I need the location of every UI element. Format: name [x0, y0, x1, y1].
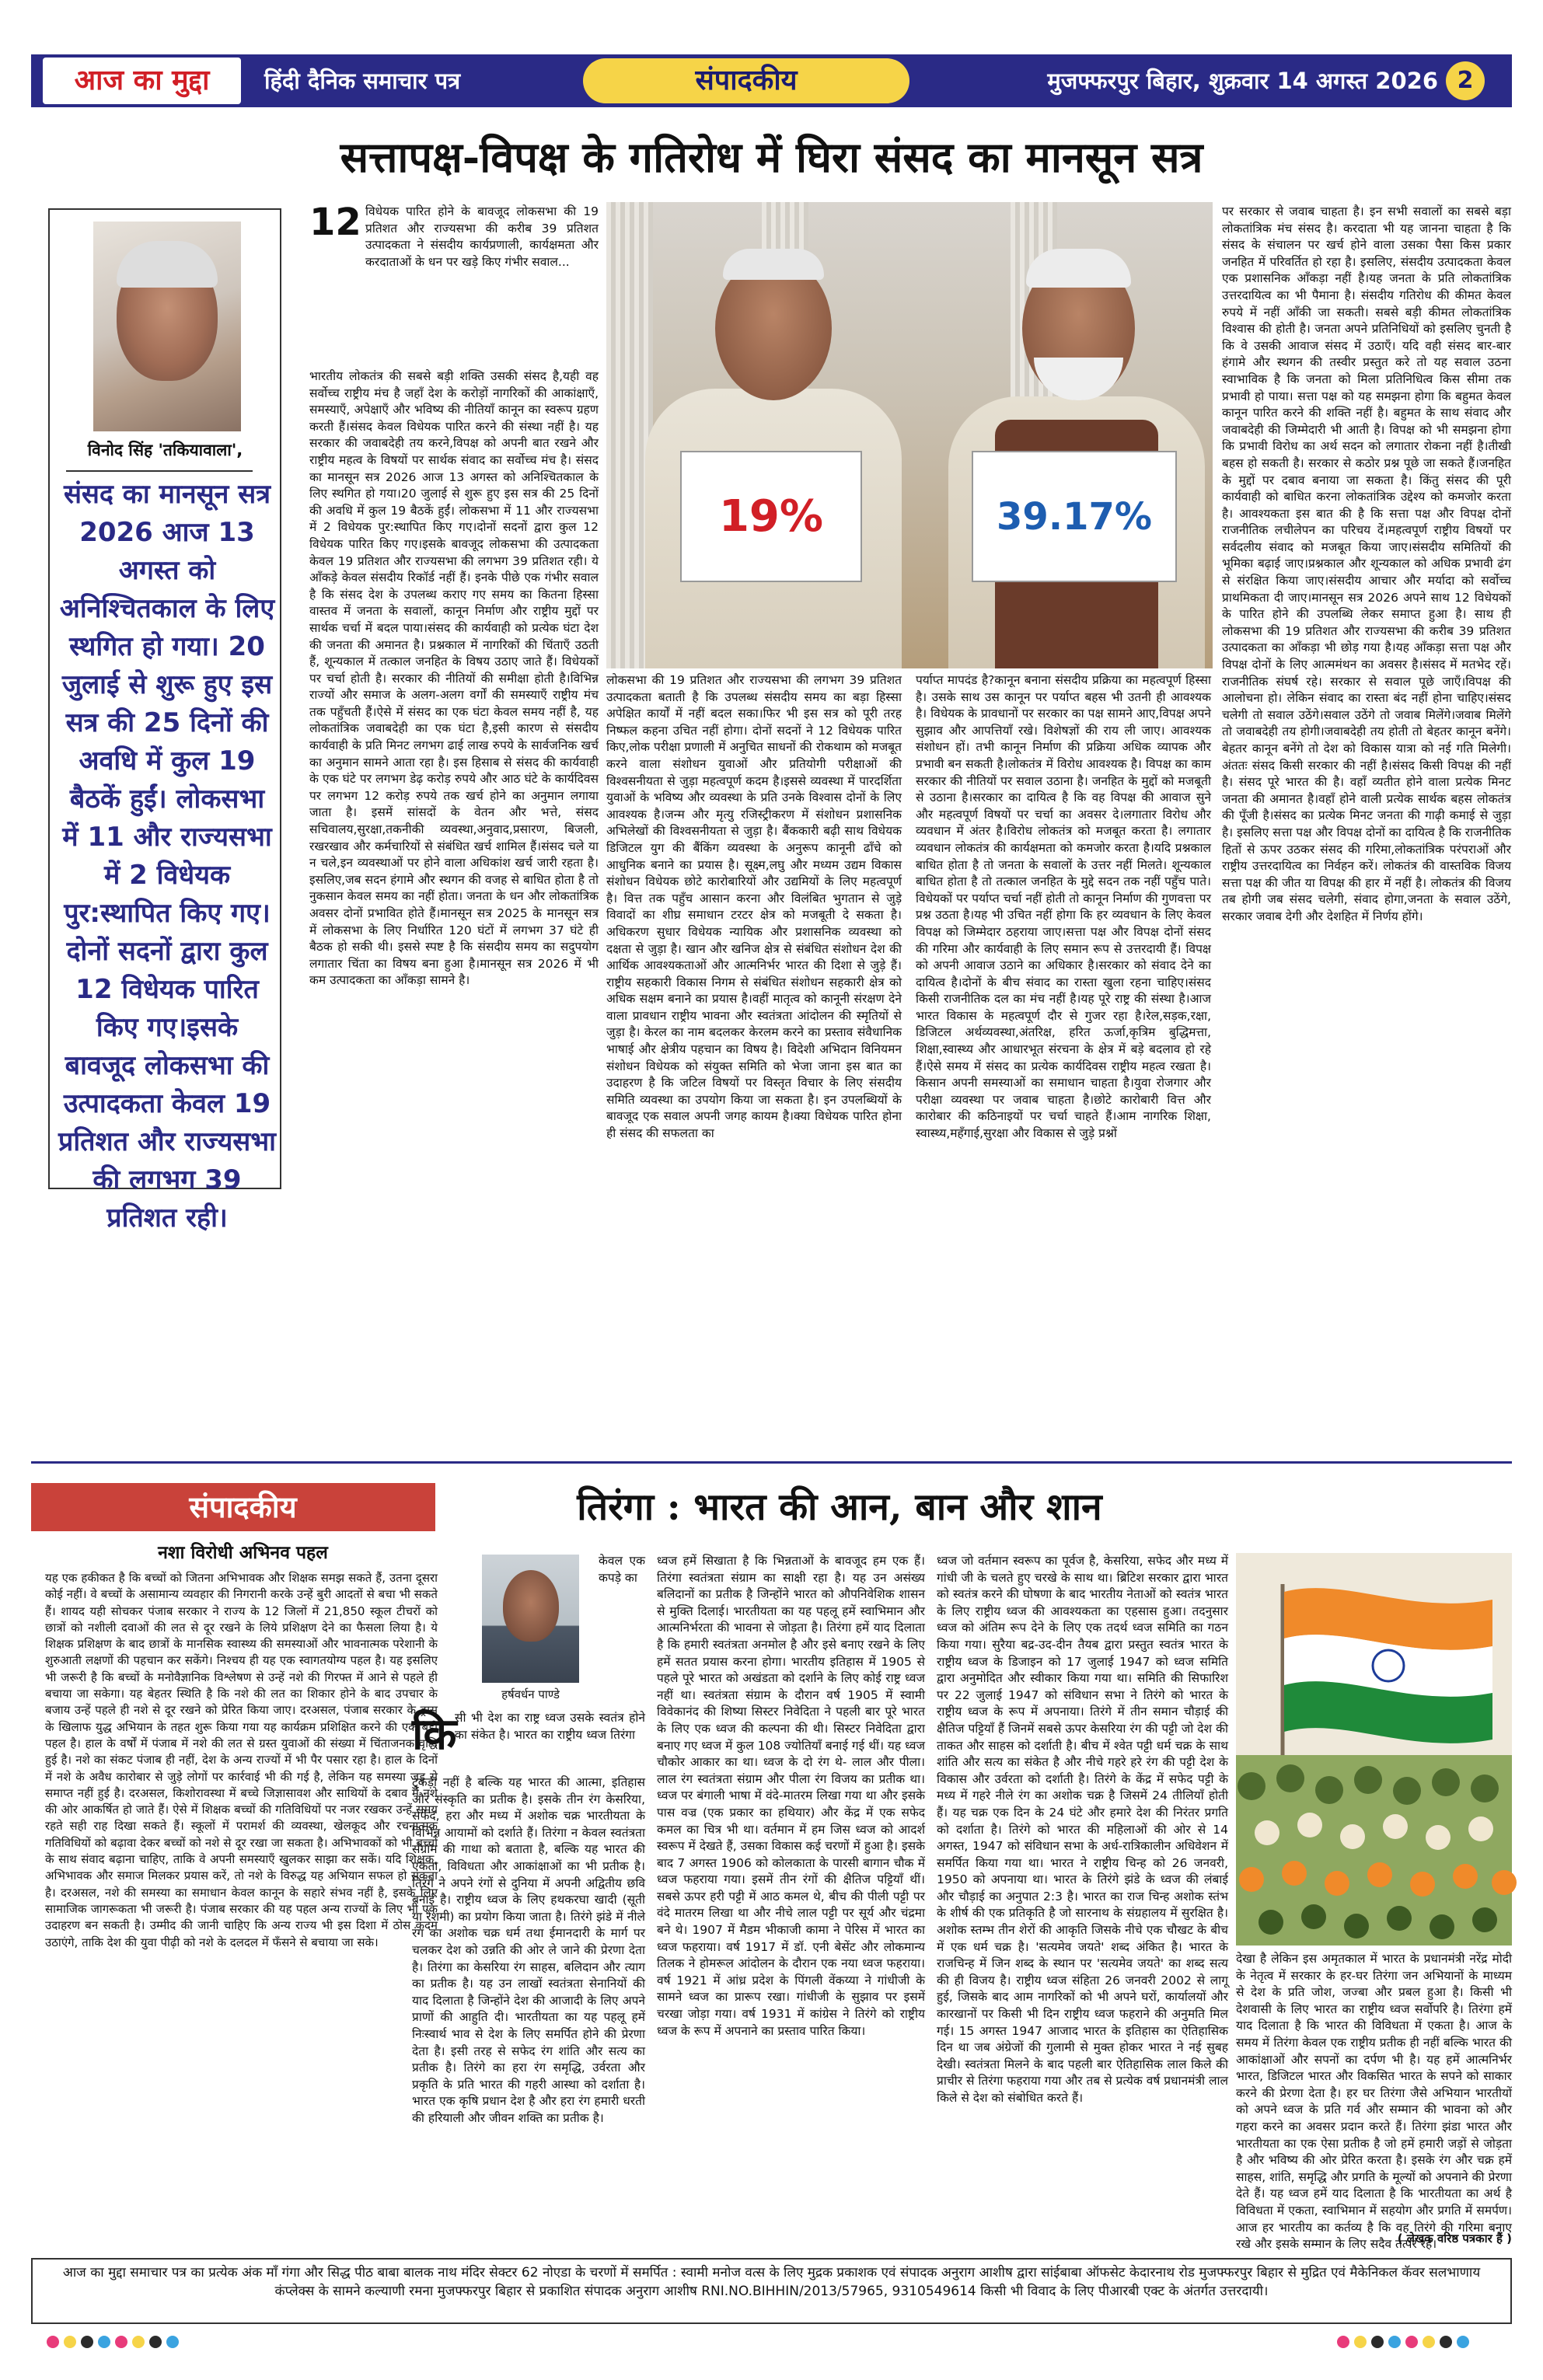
registration-dot — [132, 2336, 145, 2348]
editorial-body: यह एक हकीकत है कि बच्चों को जितना अभिभावक और शिक्षक समझ सकते हैं, उतना दूसरा कोई नहीं। वे बच्चों के असामान्य व्यवहार की निगरानी करके उन्हें बुरी आदतों से बचा भी सकते हैं। शायद यही सोचकर पंजाब सरकार ने राज्य के 12 जिलों में 21,850 स्कूल टीचरों को छात्रों को नशीली दवाओं की लत से दूर रखने के लिये प्रशिक्षण देने का फैसला लिया है। ये शिक्षक प्रशिक्षण के बाद छात्रों के मानसिक स्वास्थ्य की समस्याओं और भावनात्मक परेशानी के शुरुआती लक्षणों की पहचान कर सकेंगे। निश्चय ही यह एक स्वागतयोग्य पहल है। यह इसलिए भी जरूरी है कि बच्चों के मनोवैज्ञानिक विश्लेषण से उन्हें नशे की गिरफ्त में आने से पहले ही बचाया जा सकेगा। यह बेहतर स्थिति है कि नशे की लत का शिकार होने के बाद उपचार के बजाय उन्हें पहले ही नशे से दूर रखने को प्रेरित किया जाए। दरअसल, पंजाब सरकार के ड्रग्स के खिलाफ युद्ध अभियान के तहत शुरू किया गया यह कार्यक्रम प्रशिक्षित करने की एक बड़ी पहल है। हाल के वर्षों में पंजाब में नशे की लत से ग्रस्त युवाओं की संख्या में चिंताजनक वृद्धि हुई है। नशे का संकट पंजाब ही नहीं, देश के अन्य राज्यों में भी पैर पसार रहा है। हाल के दिनों में नशे के अवैध कारोबार से जुड़े लोगों पर कार्रवाई भी की गई है, लेकिन यह समस्या जड़ से समाप्त नहीं हुई है। दरअसल, किशोरावस्था में बच्चे जिज्ञासावश और साथियों के दबाव में नशे की ओर आकर्षित हो जाते हैं। ऐसे में शिक्षक बच्चों की गतिविधियों पर नजर रखकर उन्हें समय रहते सही राह दिखा सकते हैं। स्कूलों में परामर्श की व्यवस्था, खेलकूद और रचनात्मक गतिविधियों को बढ़ावा देकर बच्चों को नशे से दूर रखा जा सकता है। अभिभावकों को भी बच्चों के साथ संवाद बढ़ाना चाहिए, ताकि वे अपनी समस्याएँ खुलकर साझा कर सकें। यदि शिक्षक, अभिभावक और समाज मिलकर प्रयास करें, तो नशे के विरुद्ध यह अभियान सफल हो सकता है। दरअसल, नशे की समस्या का समाधान केवल कानून के सहारे संभव नहीं है, इसके लिए सामाजिक जागरूकता भी जरूरी है। पंजाब सरकार की यह पहल अन्य राज्यों के लिए भी एक उदाहरण बन सकती है। उम्मीद की जानी चाहिए कि अन्य राज्य भी इस दिशा में ठोस कदम उठाएंगे, ताकि देश की युवा पीढ़ी को नशे के दलदल में फँसने से बचाया जा सके। — [45, 1571, 438, 1949]
tiranga-author-name: हर्षवर्धन पाण्डे — [501, 1687, 560, 1701]
registration-dot — [1371, 2336, 1384, 2348]
section-name: संपादकीय — [583, 58, 909, 103]
author-byline: विनोद सिंह 'तकियावाला', — [87, 441, 243, 459]
tiranga-intro: सी भी देश का राष्ट्र ध्वज उसके स्वतंत्र होने का संकेत है। भारत का राष्ट्रीय ध्वज तिरंगा — [455, 1711, 645, 1742]
tiranga-headline[interactable]: तिरंगा : भारत की आन, बान और शान — [577, 1485, 1102, 1529]
editorial-banner-strip — [31, 1483, 51, 1531]
registration-dot — [1457, 2336, 1469, 2348]
registration-dot — [1423, 2336, 1435, 2348]
registration-dot — [47, 2336, 59, 2348]
article-column-3: पर्याप्त मापदंड है?कानून बनाना संसदीय प्रक्रिया का महत्वपूर्ण हिस्सा है। उसके साथ उस कानून पर पर्याप्त बहस भी उतनी ही आवश्यक है। विधेयक के प्रावधानों पर सरकार का पक्ष सामने आए,विपक्ष अपने सुझाव और आपत्तियाँ रखे। विशेषज्ञों की राय ली जाए। आवश्यक संशोधन हों। तभी कानून निर्माण की प्रक्रिया अधिक व्यापक और प्रभावी बन सकती है।लोकतंत्र में विरोध आवश्यक है। विपक्ष का काम सरकार की नीतियों पर सवाल उठाना है। जनहित के मुद्दों को मजबूती से उठाना है।सरकार का दायित्व है कि वह विपक्ष की आवाज सुने और महत्वपूर्ण विषयों पर चर्चा का अवसर दे।लगातार विरोध और व्यवधान में अंतर है।विरोध लोकतंत्र को मजबूत करता है। लगातार व्यवधान लोकतंत्र की कार्यक्षमता को कमजोर करता है।यदि प्रश्नकाल बाधित होता है तो जनता के सवालों के उत्तर नहीं मिलते। शून्यकाल बाधित होता है तो तत्काल जनहित के मुद्दे सदन तक नहीं पहुँच पाते।विधेयकों पर पर्याप्त चर्चा नहीं होती तो कानून निर्माण की गुणवत्ता पर प्रश्न उठता है।यह भी उचित नहीं होगा कि हर व्यवधान के लिए केवल विपक्ष को जिम्मेदार ठहराया जाए।सत्ता पक्ष और विपक्ष दोनों संसद की गरिमा और कार्यवाही के लिए समान रूप से उत्तरदायी हैं। विपक्ष को अपनी आवाज उठाने का अधिकार है।सरकार को संवाद देने का दायित्व है।दोनों के बीच संवाद का रास्ता खुला रहना चाहिए।संसद किसी राजनीतिक दल का मंच नहीं है।यह पूरे राष्ट्र की संस्था है।आज भारत विकास के महत्वपूर्ण दौर से गुजर रहा है।रेल,सड़क,रक्षा, डिजिटल अर्थव्यवस्था,अंतरिक्ष, हरित ऊर्जा,कृत्रिम बुद्धिमत्ता, शिक्षा,स्वास्थ्य और आधारभूत संरचना के क्षेत्र में बड़े बदलाव हो रहे हैं।ऐसे समय में संसद का प्रत्येक कार्यदिवस राष्ट्रीय महत्व रखता है।किसान अपनी समस्याओं का समाधान चाहता है।युवा रोजगार और परीक्षा व्यवस्था पर जवाब चाहता है।छोटे कारोबारी वित्त और कारोबार की कठिनाइयों पर चर्चा चाहते हैं।आम नागरिक शिक्षा, स्वास्थ्य,महँगाई,सुरक्षा और विकास से जुड़े प्रश्नों — [916, 673, 1211, 1141]
registration-dots-left — [47, 2336, 202, 2359]
article-column-4: पर सरकार से जवाब चाहता है। इन सभी सवालों का सबसे बड़ा लोकतांत्रिक मंच संसद है। करदाता भी यह जानना चाहता है कि संसद के संचालन पर खर्च होने वाला उसका पैसा किस प्रकार जनहित में परिवर्तित हो रहा है। इसलिए, संसदीय उत्पादकता केवल एक प्रशासनिक आँकड़ा नहीं है।यह जनता के प्रति लोकतांत्रिक उत्तरदायित्व का भी पैमाना है। संसदीय गतिरोध की कीमत केवल रुपये में नहीं आँकी जा सकती। सबसे बड़ी कीमत लोकतांत्रिक विश्वास की होती है। जनता अपने प्रतिनिधियों को इसलिए चुनती है कि वे उसकी आवाज संसद में उठाएँ। यदि वही संसद बार-बार हंगामे और स्थगन की तस्वीर प्रस्तुत करे तो यह सवाल उठना स्वाभाविक है कि जनता को मिला प्रतिनिधित्व किस सीमा तक प्रभावी हो पाया। सत्ता पक्ष को यह समझना होगा कि बहुमत केवल कानून पारित करने की शक्ति नहीं है। बहुमत के साथ संवाद और जवाबदेही की जिम्मेदारी भी आती है। विपक्ष को भी समझना होगा कि प्रभावी विरोध का अर्थ सदन को लगातार रोकना नहीं है।तीखी बहस हो सकती है। सरकार से कठोर प्रश्न पूछे जा सकते हैं।जनहित के मुद्दों पर दबाव बनाया जा सकता है। किंतु संसद की पूरी कार्यवाही को बाधित करना लोकतांत्रिक उद्देश्य को कमजोर करता है। आवश्यकता इस बात की है कि सत्ता पक्ष और विपक्ष दोनों राजनीतिक लचीलेपन का परिचय दें।महत्वपूर्ण राष्ट्रीय विषयों पर सर्वदलीय संवाद को मजबूत किया जाए।संसदीय समितियों की भूमिका बढ़ाई जाए।प्रश्नकाल और शून्यकाल को अधिक प्रभावी ढंग से संरक्षित किया जाए।संसदीय आचार और मर्यादा को सर्वोच्च प्राथमिकता दी जाए।मानसून सत्र 2026 अपने साथ 12 विधेयकों के पारित होने की उपलब्धि लेकर समाप्त हुआ है। साथ ही लोकसभा की 19 प्रतिशत और राज्यसभा की करीब 39 प्रतिशत उत्पादकता का आँकड़ा भी छोड़ गया है।यह आँकड़ा सत्ता पक्ष और विपक्ष दोनों के लिए आत्ममंथन का अवसर है।संसद में मतभेद रहें।राजनीतिक संघर्ष रहे। सरकार से सवाल पूछे जाएँ।विपक्ष की आलोचना हो। लेकिन संवाद का रास्ता बंद नहीं होना चाहिए।संसद चलेगी तो सवाल उठेंगे।सवाल उठेंगे तो जवाब मिलेंगे।जवाब मिलेंगे तो जवाबदेही तय होगी।जवाबदेही तय होती तो बेहतर कानून बनेंगे। बेहतर कानून बनेंगे तो देश को विकास यात्रा को नई गति मिलेगी।अंततः संसद किसी सरकार की नहीं है।संसद किसी विपक्ष की नहीं है। संसद पूरे भारत की है। वहाँ व्यतीत होने वाला प्रत्येक मिनट जनता की अमानत है।वहाँ होने वाली प्रत्येक सार्थक बहस लोकतंत्र की पूँजी है।संसद का प्रत्येक मिनट जनता की गाढ़ी कमाई से जुड़ा है। इसलिए सत्ता पक्ष और विपक्ष दोनों का दायित्व है कि राजनीतिक हितों से ऊपर उठकर संसद की गरिमा,लोकतांत्रिक परंपराओं और राष्ट्रीय उत्तरदायित्व का निर्वहन करें। लोकतंत्र की वास्तविक विजय सत्ता पक्ष की जीत या विपक्ष की हार में नहीं है। लोकतंत्र की विजय तब होगी जब संसद चलेगी, संवाद होगा,जनता के सवाल उठेंगे, सरकार जवाब देगी और देशहित में निर्णय होंगे। — [1222, 204, 1511, 923]
registration-dot — [1354, 2336, 1367, 2348]
page-number-badge: 2 — [1446, 61, 1485, 100]
tiranga-column-1: टुकड़ा नहीं है बल्कि यह भारत की आत्मा, इतिहास और संस्कृति का प्रतीक है। इसके तीन रंग केसरिया, सफेद, हरा और मध्य में अशोक चक्र भारतीयता के विभिन्न आयामों को दर्शाते हैं। तिरंगा न केवल स्वतंत्रता संग्राम की गाथा को बताता है, बल्कि यह भारत की एकता, विविधता और आकांक्षाओं का भी प्रतीक है। तिरंगे ने अपने रंगों से दुनिया में अपनी अद्वितीय छवि बनाई है। राष्ट्रीय ध्वज के लिए हथकरघा खादी (सूती या रेशमी) का प्रयोग किया जाता है। तिरंगे झंडे में नीले रंग का अशोक चक्र धर्म तथा ईमानदारी के मार्ग पर चलकर देश को उन्नति की ओर ले जाने की प्रेरणा देता है। तिरंगा का केसरिया रंग साहस, बलिदान और त्याग का प्रतीक है। यह उन लाखों स्वतंत्रता सेनानियों की याद दिलाता है जिन्होंने देश की आजादी के लिए अपने प्राणों की आहुति दी। भारतीयता का यह पहलू हमें निःस्वार्थ भाव से देश के लिए समर्पित होने की प्रेरणा देता है। इसी तरह से सफेद रंग शांति और सत्य का प्रतीक है। तिरंगे का हरा रंग समृद्धि, उर्वरता और प्रकृति के प्रति भारत की गहरी आस्था को दर्शाता है। भारत एक कृषि प्रधान देश है और हरा रंग हमारी धरती की हरियाली और जीवन शक्ति का प्रतीक है। — [412, 1775, 645, 2125]
dateline: मुजफ्फरपुर बिहार, शुक्रवार 14 अगस्त 2026 — [1047, 68, 1438, 94]
sign-lok-sabha — [680, 451, 862, 582]
registration-dot — [64, 2336, 76, 2348]
registration-dot — [81, 2336, 93, 2348]
registration-dot — [1388, 2336, 1401, 2348]
sign-lok-sabha-value: 19% — [718, 491, 824, 542]
story-summary: संसद का मानसून सत्र 2026 आज 13 अगस्त को अनिश्चितकाल के लिए स्थगित हो गया। 20 जुलाई से शुरू हुए इस सत्र की 25 दिनों की अवधि में कुल 19 बैठकें हुईं। लोकसभा में 11 और राज्यसभा में 2 विधेयक पुर:स्थापित किए गए।दोनों सदनों द्वारा कुल 12 विधेयक पारित किए गए।इसके बावजूद लोकसभा की उत्पादकता केवल 19 प्रतिशत और राज्यसभा की लगभग 39 प्रतिशत रही। — [58, 479, 276, 1234]
tiranga-dropcap: कि — [412, 1709, 457, 1760]
tiranga-column-2: ध्वज हमें सिखाता है कि भिन्नताओं के बावजूद हम एक हैं। तिरंगा स्वतंत्रता संग्राम का साक्षी रहा है। यह उन असंख्य बलिदानों का प्रतीक है जिन्होंने भारत को औपनिवेशिक शासन से मुक्ति दिलाई। भारतीयता का यह पहलू हमें स्वाभिमान और आत्मनिर्भरता की भावना से जोड़ता है। तिरंगा हमें याद दिलाता है कि हमारी स्वतंत्रता अनमोल है और इसे बनाए रखने के लिए हमें सतत प्रयास करना होगा। भारतीय इतिहास में 1905 से पहले पूरे भारत को अखंडता को दर्शाने के लिए कोई राष्ट्र ध्वज नहीं था। स्वतंत्रता संग्राम के दौरान वर्ष 1905 में स्वामी विवेकानंद की शिष्या सिस्टर निवेदिता ने पहली बार पूरे भारत के लिए एक ध्वज की कल्पना की थी। सिस्टर निवेदिता द्वारा बनाए गए ध्वज में कुल 108 ज्योतियाँ बनाई गई थीं। यह ध्वज चौकोर आकार का था। ध्वज के दो रंग थे- लाल और पीला। लाल रंग स्वतंत्रता संग्राम और पीला रंग विजय का प्रतीक था। ध्वज पर बंगाली भाषा में वंदे-मातरम लिखा गया था और इसके पास वज्र (एक प्रकार का हथियार) और केंद्र में एक सफेद कमल का चित्र भी था। वर्तमान में हम जिस ध्वज को आदर्श स्वरूप में देखते हैं, उसका विकास कई चरणों में हुआ है। इसके बाद 7 अगस्त 1906 को कोलकाता के पारसी बागान चौक में ध्वज फहराया गया। इसमें तीन रंगों की क्षैतिज पट्टियाँ थीं। सबसे ऊपर हरी पट्टी में आठ कमल थे, बीच की पीली पट्टी पर वंदे मातरम लिखा था और नीचे लाल पट्टी पर सूर्य और चंद्रमा बने थे। 1907 में मैडम भीकाजी कामा ने पेरिस में भारत का ध्वज फहराया। वर्ष 1917 में डॉ. एनी बेसेंट और लोकमान्य तिलक ने होमरूल आंदोलन के दौरान एक नया ध्वज फहराया। वर्ष 1921 में आंध्र प्रदेश के पिंगली वेंकय्या ने गांधीजी के सामने ध्वज का प्रारूप रखा। गांधीजी के सुझाव पर इसमें चरखा जोड़ा गया। वर्ष 1931 में कांग्रेस ने तिरंगे को राष्ट्रीय ध्वज के रूप में अपनाने का प्रस्ताव पारित किया। — [657, 1554, 925, 2038]
speaker-hair — [723, 249, 824, 280]
article-column-1: भारतीय लोकतंत्र की सबसे बड़ी शक्ति उसकी संसद है,यही वह सर्वोच्च राष्ट्रीय मंच है जहाँ देश के करोड़ों नागरिकों की आकांक्षाएँ, समस्याएँ, अपेक्षाएँ और भविष्य की नीतियाँ कानून का स्वरूप ग्रहण करती हैं।संसद केवल विधेयक पारित करने की संस्था नहीं है। यह सरकार की जवाबदेही तय करने,विपक्ष को अपनी बात रखने और राष्ट्रीय महत्व के विषयों पर सार्थक संवाद का सर्वोच्च मंच है। संसद का मानसून सत्र 2026 आज 13 अगस्त को अनिश्चितकाल के लिए स्थगित हो गया।20 जुलाई से शुरू हुए इस सत्र की 25 दिनों की अवधि में कुल 19 बैठकें हुईं। लोकसभा में 11 और राज्यसभा में 2 विधेयक पुर:स्थापित किए गए।दोनों सदनों द्वारा कुल 12 विधेयक पारित किए गए।इसके बावजूद लोकसभा की उत्पादकता केवल 19 प्रतिशत और राज्यसभा की लगभग 39 प्रतिशत रही। ये आँकड़े केवल संसदीय रिकॉर्ड नहीं हैं। इनके पीछे एक गंभीर सवाल है कि संसद देश के उपलब्ध कराए गए समय का कितना हिस्सा वास्तव में जनता के सवालों, कानून निर्माण और राष्ट्रीय मुद्दों पर सार्थक चर्चा में बदल पाया।संसद की कार्यवाही को प्रत्येक घंटा देश की जनता की अमानत है। प्रश्नकाल में नागरिकों की चिंताएँ उठती हैं, शून्यकाल में तत्काल जनहित के विषय उठाए जाते हैं। विधेयकों पर चर्चा होती है। सरकार की नीतियों की समीक्षा होती है।विभिन्न राज्यों और समाज के अलग-अलग वर्गों की समस्याएँ राष्ट्रीय मंच तक पहुँचती हैं।ऐसे में संसद का एक घंटा केवल समय नहीं है, यह लोकतांत्रिक जवाबदेही का एक घंटा है,इसी कारण से संसदीय कार्यवाही के प्रति मिनट लगभग ढाई लाख रुपये के सार्वजनिक खर्च का अनुमान सामने आता रहा है। इस हिसाब से संसद की कार्यवाही के एक घंटे पर लगभग डेढ़ करोड़ रुपये और आठ घंटे के कार्यदिवस पर लगभग 12 करोड़ रुपये तक खर्च होने का अनुमान लगाया जाता है। इसमें सांसदों के वेतन और भत्ते, संसद सचिवालय,सुरक्षा,तकनीकी व्यवस्था,अनुवाद,प्रसारण, बिजली, रखरखाव और कर्मचारियों से संबंधित खर्च शामिल हैं।संसद चले या न चले,इन व्यवस्थाओं पर होने वाला अधिकांश खर्च जारी रहता है। इसलिए,जब सदन हंगामे और स्थगन की वजह से बाधित होता है तो नुकसान केवल समय का नहीं होता। जनता के धन और लोकतांत्रिक अवसर दोनों प्रभावित होते हैं।मानसून सत्र 2025 के मानसून सत्र में लोकसभा के लिए निर्धारित 120 घंटों में लगभग 37 घंटे ही बैठक हो सकी थी। इससे स्पष्ट है कि संसदीय समय का सदुपयोग लगातार चिंता का विषय बना हुआ है।मानसून सत्र 2026 में भी कम उत्पादकता का आँकड़ा सामने है। — [309, 369, 599, 988]
article-column-2: लोकसभा की 19 प्रतिशत और राज्यसभा की लगभग 39 प्रतिशत उत्पादकता बताती है कि उपलब्ध संसदीय समय का बड़ा हिस्सा अपेक्षित कार्यों में नहीं बदल सका।फिर भी इस सत्र को पूरी तरह निष्फल कहना उचित नहीं होगा। दोनों सदनों ने 12 विधेयक पारित किए,लोक परीक्षा प्रणाली में अनुचित साधनों की रोकथाम को मजबूत करने वाला संशोधन युवाओं और प्रतियोगी परीक्षाओं की विश्वसनीयता से जुड़ा महत्वपूर्ण कदम है।इससे व्यवस्था में पारदर्शिता युवाओं के भविष्य और व्यवस्था के प्रति उनके विश्वास दोनों के लिए आवश्यक है।जन्म और मृत्यु रजिस्ट्रीकरण में संशोधन प्रशासनिक अभिलेखों की विश्वसनीयता से जुड़ा है। बैंककारी बढ़ी साथ विधेयक डिजिटल युग की बैंकिंग व्यवस्था के अनुरूप कानूनी ढाँचे को आधुनिक बनाने का प्रयास है। सूक्ष्म,लघु और मध्यम उद्यम विकास संशोधन विधेयक छोटे कारोबारियों और उद्यमियों के लिए महत्वपूर्ण है। वित्त तक पहुँच आसान करना और विलंबित भुगतान से जुड़े विवादों का शीघ्र समाधान टरटर क्षेत्र को मजबूती दे सकता है। अधिकरण सुधार विधेयक न्यायिक और प्रशासनिक व्यवस्था को दक्षता से जुड़ा है। खान और खनिज क्षेत्र से संबंधित संशोधन देश की आर्थिक आवश्यकताओं और आत्मनिर्भर भारत की दिशा से जुड़े हैं। राष्ट्रीय सहकारी विकास निगम से संबंधित संशोधन सहकारी क्षेत्र को अधिक सक्षम बनाने का प्रयास है।वहीं मातृत्व को कानूनी संरक्षण देने वाला प्रावधान राष्ट्रीय भावना और स्वतंत्रता आंदोलन की स्मृतियों से जुड़ा है। केरल का नाम बदलकर केरलम करने का प्रस्ताव संवैधानिक भाषाई और क्षेत्रीय पहचान का विषय है। विदेशी अभिदान विनियमन संशोधन विधेयक को संयुक्त समिति को भेजा जाना इस बात का उदाहरण है कि जटिल विषयों पर विस्तृत विचार के लिए संसदीय समिति व्यवस्था का उपयोग किया जा सकता है। इन उपलब्धियों के बावजूद एक सवाल अपनी जगह कायम है।क्या विधेयक पारित होना ही संसद की सफलता का — [606, 673, 902, 1141]
tiranga-column-3: ध्वज जो वर्तमान स्वरूप का पूर्वज है, केसरिया, सफेद और मध्य में गांधी जी के चलते हुए चरखे के साथ था। ब्रिटिश सरकार द्वारा भारत को स्वतंत्र करने की घोषणा के बाद भारतीय नेताओं को स्वतंत्र भारत के लिए राष्ट्रीय ध्वज की आवश्यकता का एहसास हुआ। तदनुसार ध्वज को अंतिम रूप देने के लिए एक तदर्थ ध्वज समिति का गठन किया गया। सुरैया बद्र-उद-दीन तैयब द्वारा प्रस्तुत स्वतंत्र भारत के राष्ट्रीय ध्वज के डिजाइन को 17 जुलाई 1947 को ध्वज समिति द्वारा अनुमोदित और स्वीकार किया गया था। समिति की सिफारिश पर 22 जुलाई 1947 को संविधान सभा ने तिरंगे को भारत के राष्ट्रीय ध्वज के रूप में अपनाया। तिरंगे में तीन समान चौड़ाई की क्षैतिज पट्टियाँ हैं जिनमें सबसे ऊपर केसरिया रंग की पट्टी जो देश की ताकत और साहस को दर्शाती है। बीच में श्वेत पट्टी धर्म चक्र के साथ शांति और सत्य का संकेत है और नीचे गहरे हरे रंग की पट्टी देश के विकास और उर्वरता को दर्शाती है। तिरंगे के केंद्र में सफेद पट्टी के मध्य में गहरे नीले रंग का अशोक चक्र है जिसमें 24 तीलियाँ होती हैं। यह चक्र एक दिन के 24 घंटे और हमारे देश की निरंतर प्रगति को दर्शाता है। तिरंगे को भारत की महिलाओं की ओर से 14 अगस्त, 1947 को संविधान सभा के अर्ध-रात्रिकालीन अधिवेशन में समर्पित किया गया था। भारत ने राष्ट्रीय चिन्ह को 26 जनवरी, 1950 को अपनाया था। भारत के तिरंगे झंडे के ध्वज की लंबाई और चौड़ाई का अनुपात 2:3 है। भारत का राज चिन्ह अशोक स्तंभ के शीर्ष की एक प्रतिकृति है जो सारनाथ के संग्रहालय में सुरक्षित है। अशोक स्तम्भ तीन शेरों की आकृति जिसके नीचे एक चौखट के बीच में एक धर्म चक्र है। 'सत्यमेव जयते' शब्द अंकित है। भारत के राजचिन्ह में जिन शब्द के स्थान पर 'सत्यमेव जयते' का शब्द सत्य की ही विजय है। राष्ट्रीय ध्वज संहिता 26 जनवरी 2002 से लागू हुई, जिसके बाद आम नागरिकों को भी अपने घरों, कार्यालयों और कारखानों पर किसी भी दिन राष्ट्रीय ध्वज फहराने की अनुमति मिल गई। 15 अगस्त 1947 आजाद भारत के इतिहास का ऐतिहासिक दिन था जब अंग्रेजों की गुलामी से मुक्त होकर भारत ने नई सुबह देखी। स्वतंत्रता मिलने के बाद पहली बार ऐतिहासिक लाल किले की प्राचीर से तिरंगा फहराया गया और तब से प्रत्येक वर्ष प्रधानमंत्री लाल किले से देश को संबोधित करते हैं। — [937, 1554, 1228, 2105]
registration-dots-right — [1337, 2336, 1508, 2359]
flag-illustration — [1236, 1553, 1512, 1946]
newspaper-brand[interactable]: आज का मुद्दा — [43, 58, 241, 104]
tiranga-author-face — [503, 1570, 559, 1642]
main-headline[interactable]: सत्तापक्ष-विपक्ष के गतिरोध में घिरा संसद का मानसून सत्र — [340, 132, 1203, 182]
sign-rajya-sabha-value: 39.17% — [997, 494, 1152, 539]
chairman-hair — [1026, 249, 1131, 288]
registration-dot — [115, 2336, 127, 2348]
article-intro: विधेयक पारित होने के बावजूद लोकसभा की 19 प्रतिशत और राज्यसभा की करीब 39 प्रतिशत उत्पादकता ने संसदीय कार्यप्रणाली, कार्यक्षमता और करदाताओं के धन पर खड़े किए गंभीर सवाल... — [365, 204, 599, 269]
tiranga-column-0: केवल एक कपड़े का — [599, 1554, 645, 1585]
imprint-text: आज का मुद्दा समाचार पत्र का प्रत्येक अंक माँ गंगा और सिद्ध पीठ बाबा बालक नाथ मंदिर सेक्टर 62 नोएडा के चरणों में समर्पित : स्वामी मनोज वत्स के लिए मुद्रक प्रकाशक एवं संपादक अनुराग आशीष द्वारा सांईबाबा ऑफसेट केदारनाथ रोड मुजफ्फरपुर बिहार से मुद्रित एवं मैकेनिकल कॅवर सलभाणाय कंप्लेक्स के सामने कल्याणी रमना मुजफ्फरपुर बिहार से प्रकाशित संपादक अनुराग आशीष RNI.NO.BIHHIN/2013/57965, 9310549614 किसी भी विवाद के लिए पीआरबी एक्ट के अंतर्गत उत्तरदायी। — [62, 2265, 1481, 2299]
registration-dot — [1405, 2336, 1418, 2348]
registration-dot — [149, 2336, 162, 2348]
sign-rajya-sabha — [972, 451, 1177, 582]
registration-dot — [166, 2336, 179, 2348]
registration-dot — [1440, 2336, 1452, 2348]
sidebar-divider — [66, 470, 253, 472]
editorial-headline[interactable]: नशा विरोधी अभिनव पहल — [158, 1543, 328, 1563]
dropcap-number: 12 — [309, 201, 361, 244]
parliament-photo — [606, 202, 1213, 668]
tiranga-column-4: देखा है लेकिन इस अमृतकाल में भारत के प्रधानमंत्री नरेंद्र मोदी के नेतृत्व में सरकार के हर-घर तिरंगा जन अभियानों के माध्यम से देश के प्रति जोश, जज्बा और प्रबल हुआ है। किसी भी देशवासी के लिए भारत का राष्ट्रीय ध्वज सर्वोपरि है। तिरंगा हमें याद दिलाता है कि भारत की विविधता में एकता है। आज के समय में तिरंगा केवल एक राष्ट्रीय प्रतीक ही नहीं बल्कि भारत की आकांक्षाओं और सपनों का दर्पण भी है। यह हमें आत्मनिर्भर भारत, डिजिटल भारत और विकसित भारत के सपने को साकार करने की प्रेरणा देता है। हर घर तिरंगा जैसे अभियान भारतीयों को अपने ध्वज के प्रति गर्व और सम्मान की भावना को और गहरा करने का अवसर प्रदान करते हैं। तिरंगा झंडा भारत और भारतीयता का एक ऐसा प्रतीक है जो हमें हमारी जड़ों से जोड़ता है और भविष्य की ओर प्रेरित करता है। इसके रंग और चक्र हमें साहस, शांति, समृद्धि और प्रगति के मूल्यों को अपनाने की प्रेरणा देते हैं। यह ध्वज हमें याद दिलाता है कि भारतीयता का अर्थ है विविधता में एकता, स्वाभिमान में सहयोग और प्रगति में समर्पण। आज हर भारतीय का कर्तव्य है कि वह तिरंगे की गरिमा बनाए रखे और इसके सम्मान के लिए सदैव तत्पर रहे। — [1236, 1952, 1512, 2252]
section-divider — [31, 1461, 1512, 1464]
editorial-banner: संपादकीय — [51, 1483, 435, 1531]
author-note: ( लेखक वरिष्ठ पत्रकार हैं ) — [1397, 2232, 1512, 2246]
flag-crowd-photo — [1236, 1553, 1512, 1946]
registration-dot — [1337, 2336, 1349, 2348]
masthead-tagline: हिंदी दैनिक समाचार पत्र — [264, 68, 461, 94]
registration-dot — [98, 2336, 110, 2348]
